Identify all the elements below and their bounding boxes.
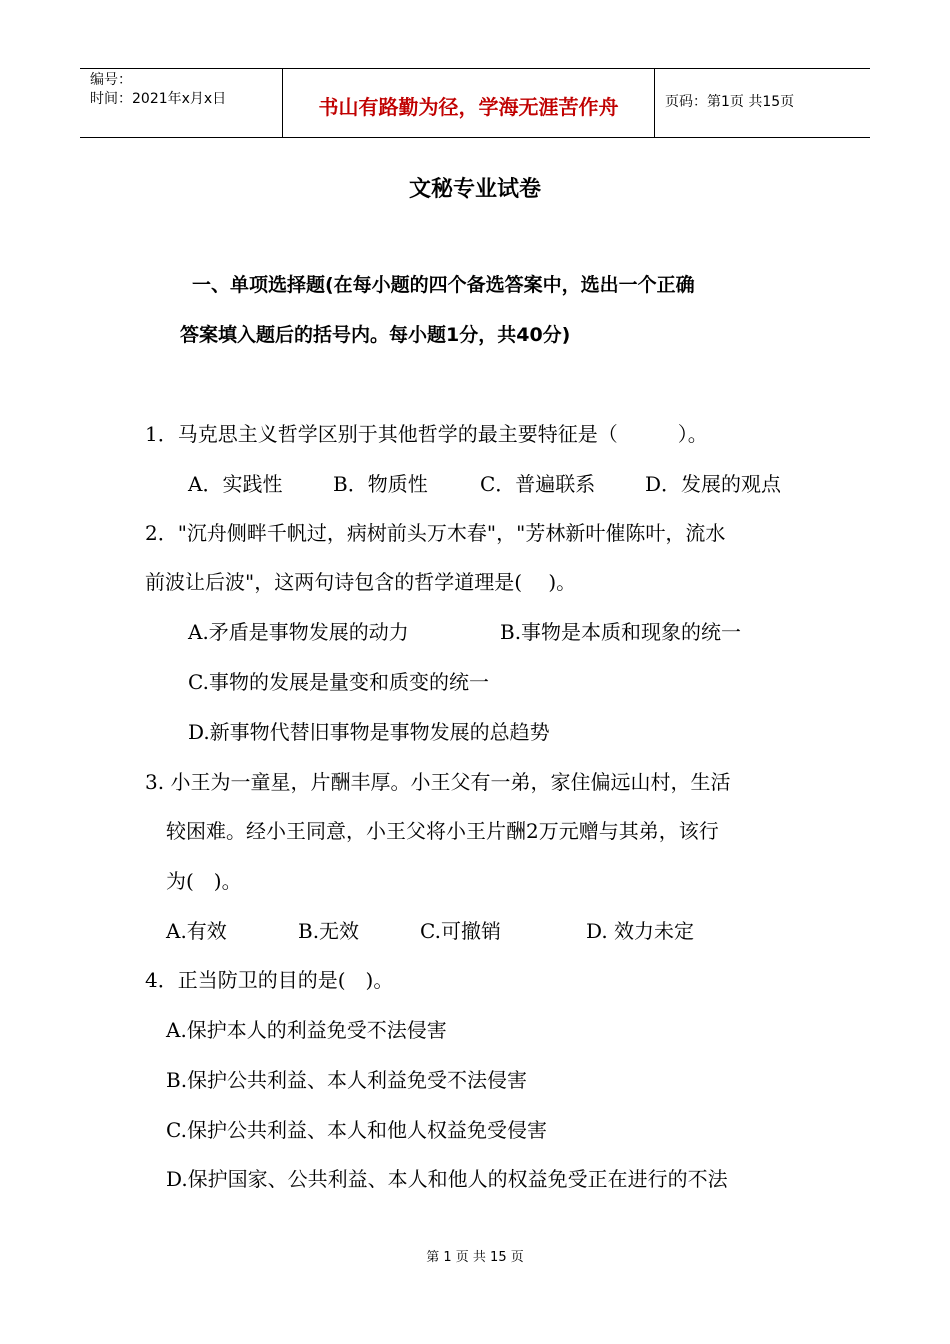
question-2-option-a: A.矛盾是事物发展的动力	[188, 620, 409, 644]
question-1-option-d: D．发展的观点	[645, 472, 782, 496]
question-3-stem-line1: 3. 小王为一童星，片酬丰厚。小王父有一弟，家住偏远山村，生活	[145, 770, 731, 794]
question-2-option-c: C.事物的发展是量变和质变的统一	[188, 670, 489, 694]
page-header	[80, 68, 870, 138]
motto: 书山有路勤为径，学海无涯苦作舟	[318, 95, 619, 119]
question-3-option-b: B.无效	[298, 919, 360, 943]
question-3-option-c: C.可撤销	[420, 919, 501, 943]
question-1-option-c: C．普遍联系	[480, 472, 596, 496]
question-4-option-a: A.保护本人的利益免受不法侵害	[166, 1018, 447, 1042]
question-3-option-d: D. 效力未定	[586, 919, 695, 943]
number-label: 编号：	[90, 72, 132, 88]
question-2-stem-line1: 2．"沉舟侧畔千帆过，病树前头万木春"，"芳林新叶催陈叶，流水	[145, 521, 726, 545]
question-3-stem-line3: 为( )。	[166, 869, 242, 893]
question-2-option-d: D.新事物代替旧事物是事物发展的总趋势	[188, 720, 550, 744]
time-label: 时间：2021年x月x日	[90, 91, 227, 107]
question-1-option-b: B．物质性	[333, 472, 428, 496]
question-2-stem-line2: 前波让后波"，这两句诗包含的哲学道理是( )。	[145, 570, 577, 594]
question-4-stem: 4．正当防卫的目的是( )。	[145, 968, 394, 992]
question-3-option-a: A.有效	[166, 919, 227, 943]
header-page-cell	[655, 69, 870, 137]
page-info: 页码：第1页 共15页	[665, 94, 795, 110]
header-meta-cell	[80, 69, 283, 137]
page-footer: 第 1 页 共 15 页	[426, 1250, 524, 1265]
header-motto-cell	[283, 69, 655, 137]
section-heading-line2: 答案填入题后的括号内。每小题1分，共40分)	[180, 324, 571, 346]
question-4-option-b: B.保护公共利益、本人利益免受不法侵害	[166, 1068, 528, 1092]
question-1-option-a: A．实践性	[188, 472, 283, 496]
question-1-stem: 1．马克思主义哲学区别于其他哲学的最主要特征是（ ）。	[145, 422, 708, 446]
section-heading-line1: 一、单项选择题(在每小题的四个备选答案中，选出一个正确	[192, 274, 695, 296]
question-2-option-b: B.事物是本质和现象的统一	[500, 620, 742, 644]
document-title: 文秘专业试卷	[408, 177, 541, 202]
question-4-option-d: D.保护国家、公共利益、本人和他人的权益免受正在进行的不法	[166, 1167, 728, 1191]
question-3-stem-line2: 较困难。经小王同意，小王父将小王片酬2万元赠与其弟，该行	[166, 819, 719, 843]
question-4-option-c: C.保护公共利益、本人和他人权益免受侵害	[166, 1118, 547, 1142]
